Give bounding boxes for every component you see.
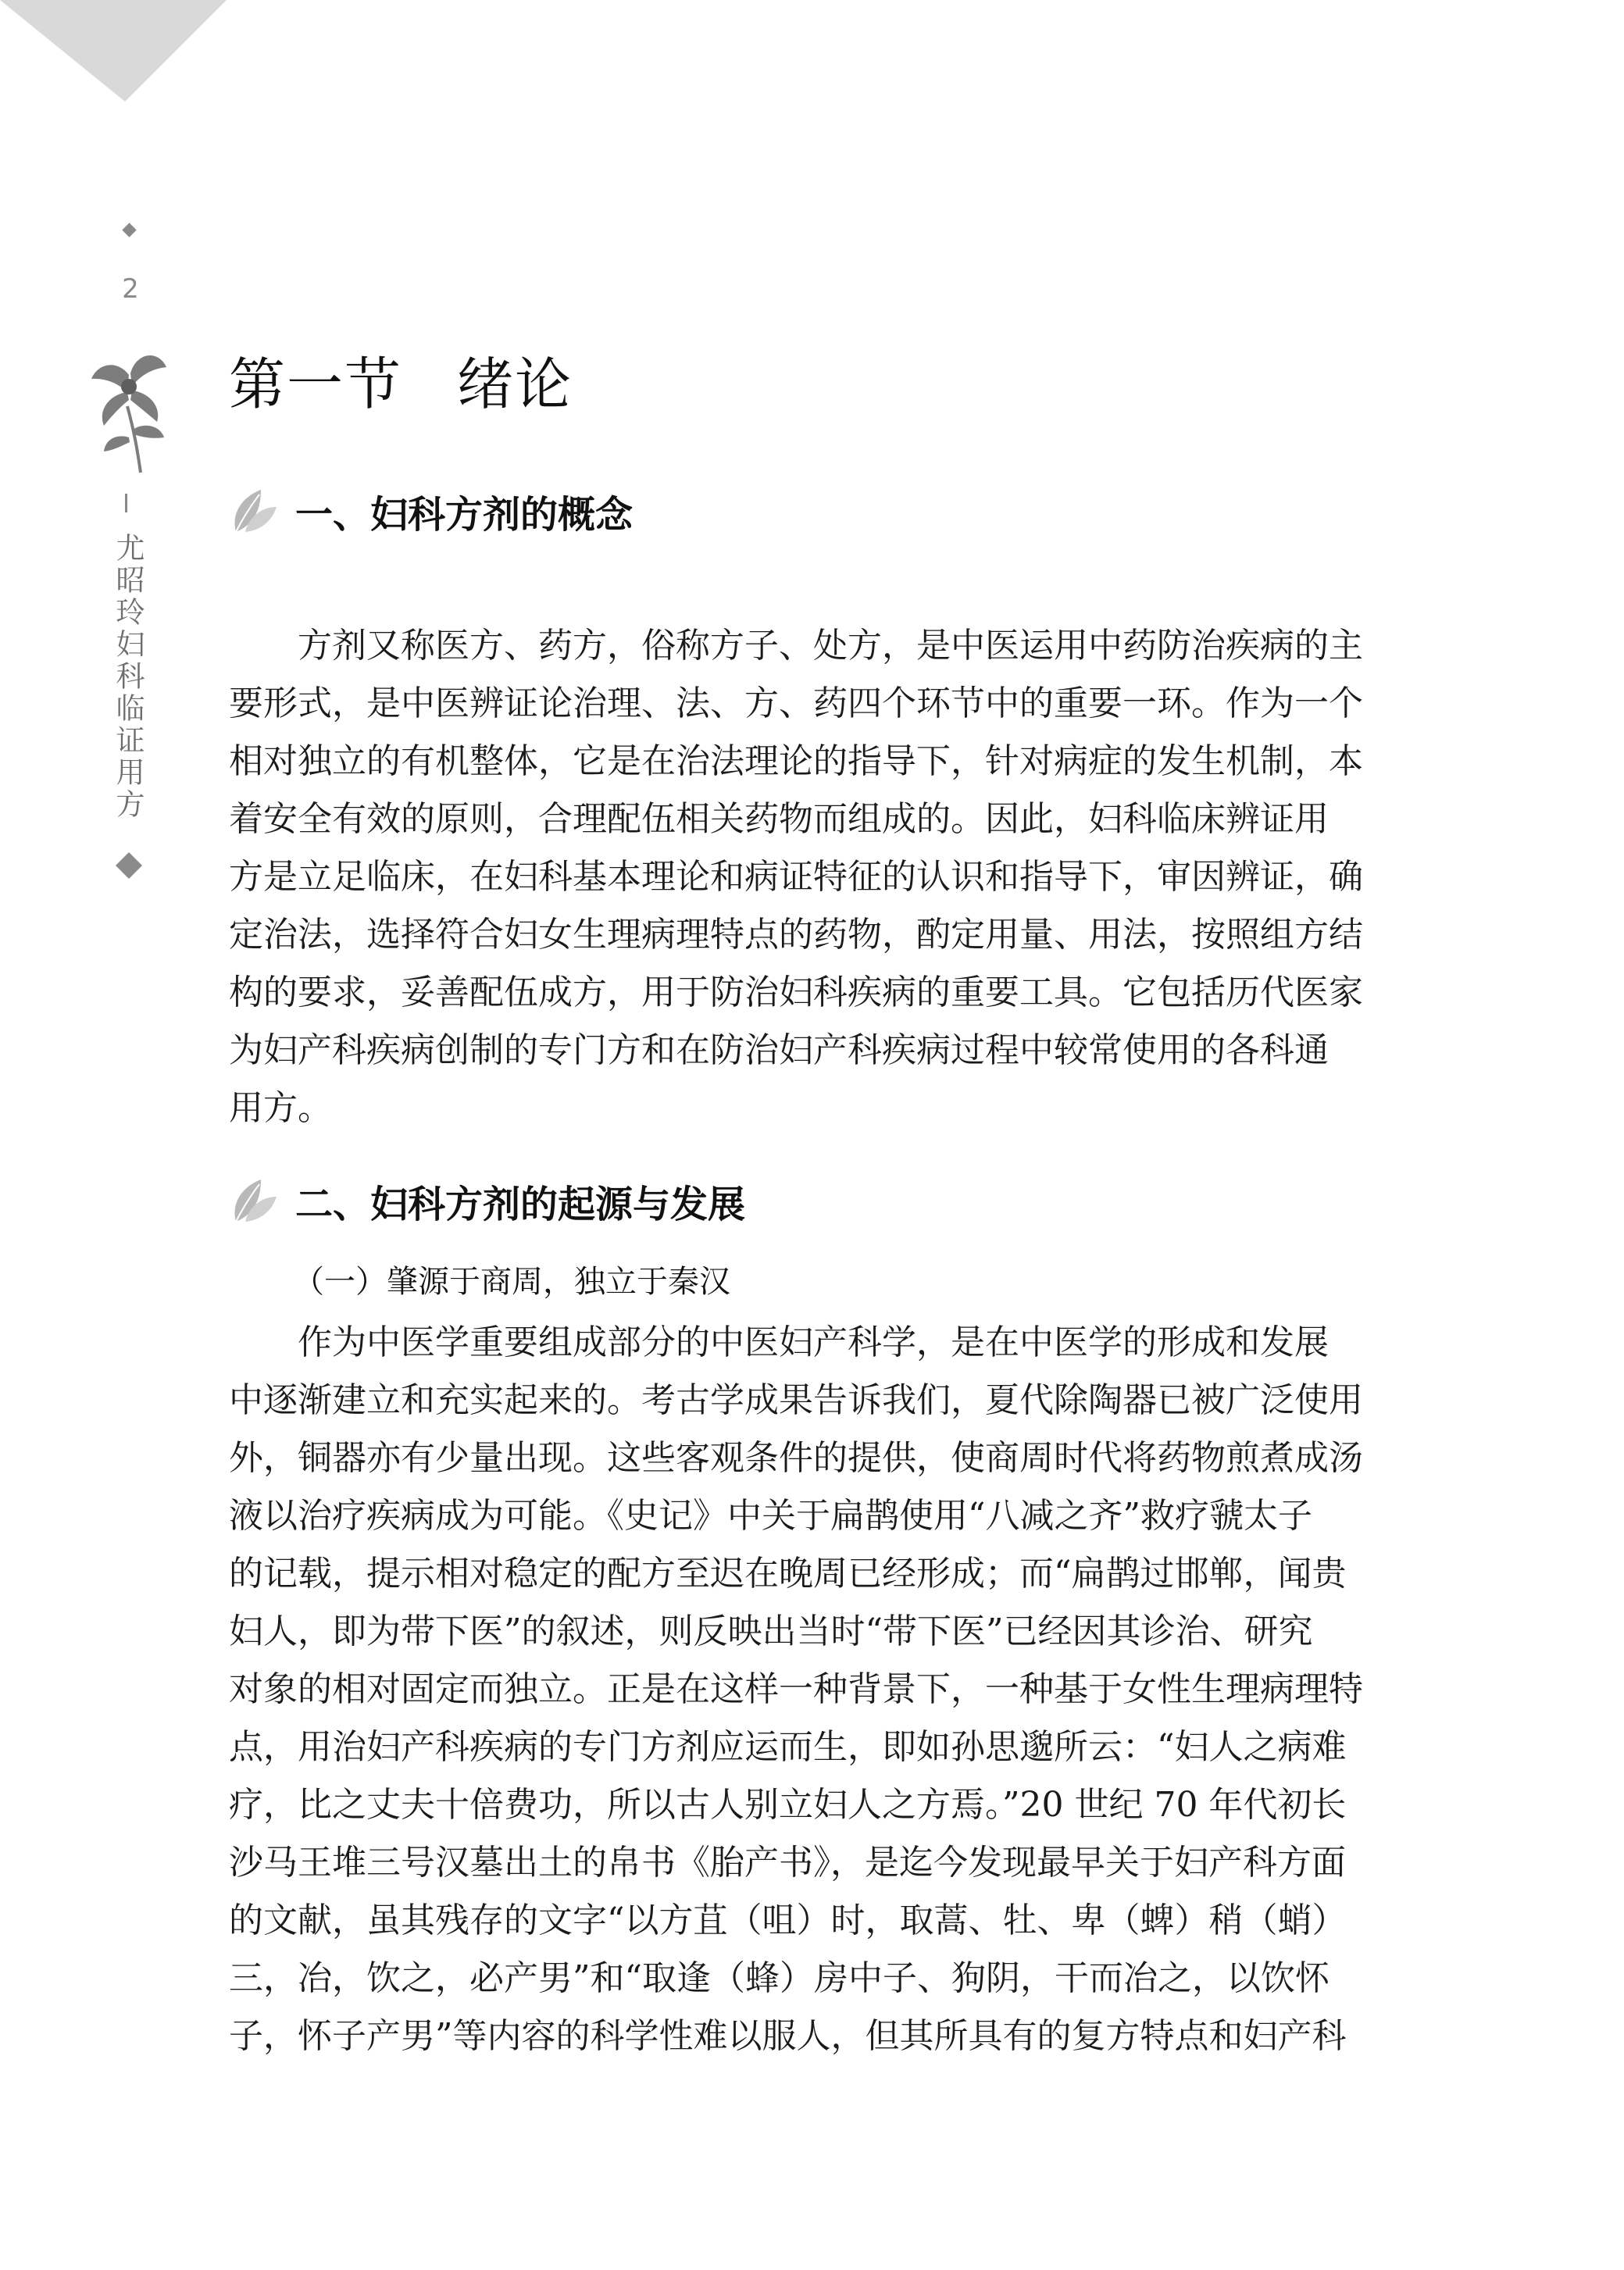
text-line: 定治法，选择符合妇女生理病理特点的药物，酌定用量、用法，按照组方结 bbox=[229, 915, 1363, 955]
text-line: 疗，比之丈夫十倍费功，所以古人别立妇人之方焉。”20 世纪 70 年代初长 bbox=[229, 1785, 1347, 1825]
running-title: 尤昭玲妇科临证用方 bbox=[111, 533, 145, 821]
margin-diamond-icon bbox=[122, 223, 136, 237]
text-line: 要形式，是中医辨证论治理、法、方、药四个环节中的重要一环。作为一个 bbox=[229, 683, 1363, 723]
paragraph bbox=[229, 1314, 1369, 2065]
leaf-icon bbox=[227, 484, 281, 538]
text-line: 方是立足临床，在妇科基本理论和病证特征的认识和指导下，审因辨证，确 bbox=[229, 857, 1363, 897]
section-heading-text: 二、妇科方剂的起源与发展 bbox=[295, 1182, 746, 1226]
flower-branch-icon bbox=[82, 344, 176, 476]
chapter-number: 第一节 bbox=[229, 352, 403, 417]
text-line: 方剂又称医方、药方，俗称方子、处方，是中医运用中药防治疾病的主 bbox=[298, 626, 1363, 666]
corner-tab-decoration bbox=[0, 0, 227, 102]
subsection-heading: （一）肇源于商周，独立于秦汉 bbox=[293, 1264, 730, 1300]
chapter-name: 绪论 bbox=[457, 352, 573, 417]
text-line: 构的要求，妥善配伍成方，用于防治妇科疾病的重要工具。它包括历代医家 bbox=[229, 973, 1363, 1012]
section-heading-text: 一、妇科方剂的概念 bbox=[295, 492, 634, 537]
leaf-icon bbox=[227, 1173, 281, 1228]
text-line: 的文献，虽其残存的文字“以方苴（咀）时，取蒿、牡、卑（蜱）稍（蛸） bbox=[229, 1901, 1347, 1940]
paragraph bbox=[229, 617, 1369, 1137]
text-line: 作为中医学重要组成部分的中医妇产科学，是在中医学的形成和发展 bbox=[298, 1322, 1329, 1362]
text-line: 妇人，即为带下医”的叙述，则反映出当时“带下医”已经因其诊治、研究 bbox=[229, 1611, 1313, 1651]
text-line: 点，用治妇产科疾病的专门方剂应运而生，即如孙思邈所云：“妇人之病难 bbox=[229, 1727, 1347, 1767]
text-line: 用方。 bbox=[229, 1088, 332, 1128]
margin-dash bbox=[125, 494, 127, 512]
page-number: 2 bbox=[122, 273, 139, 305]
text-line: 三，冶，饮之，必产男”和“取逢（蜂）房中子、狗阴，干而冶之，以饮怀 bbox=[229, 1958, 1330, 1998]
chapter-title bbox=[229, 339, 573, 420]
text-line: 沙马王堆三号汉墓出土的帛书《胎产书》，是迄今发现最早关于妇产科方面 bbox=[229, 1843, 1346, 1883]
section-heading bbox=[227, 480, 633, 542]
section-heading bbox=[227, 1169, 745, 1232]
text-line: 外，铜器亦有少量出现。这些客观条件的提供，使商周时代将药物煎煮成汤 bbox=[229, 1438, 1363, 1478]
text-line: 子，怀子产男”等内容的科学性难以服人，但其所具有的复方特点和妇产科 bbox=[229, 2016, 1347, 2056]
text-line: 着安全有效的原则，合理配伍相关药物而组成的。因此，妇科临床辨证用 bbox=[229, 799, 1329, 839]
text-line: 液以治疗疾病成为可能。《史记》中关于扁鹊使用“八减之齐”救疗虢太子 bbox=[229, 1496, 1312, 1536]
text-line: 相对独立的有机整体，它是在治法理论的指导下，针对病症的发生机制，本 bbox=[229, 741, 1363, 781]
margin-diamond-icon bbox=[116, 852, 142, 879]
text-line: 的记载，提示相对稳定的配方至迟在晚周已经形成；而“扁鹊过邯郸，闻贵 bbox=[229, 1554, 1347, 1594]
text-line: 为妇产科疾病创制的专门方和在防治妇产科疾病过程中较常使用的各科通 bbox=[229, 1030, 1329, 1070]
text-line: 中逐渐建立和充实起来的。考古学成果告诉我们，夏代除陶器已被广泛使用 bbox=[229, 1380, 1363, 1420]
text-line: 对象的相对固定而独立。正是在这样一种背景下，一种基于女性生理病理特 bbox=[229, 1669, 1363, 1709]
